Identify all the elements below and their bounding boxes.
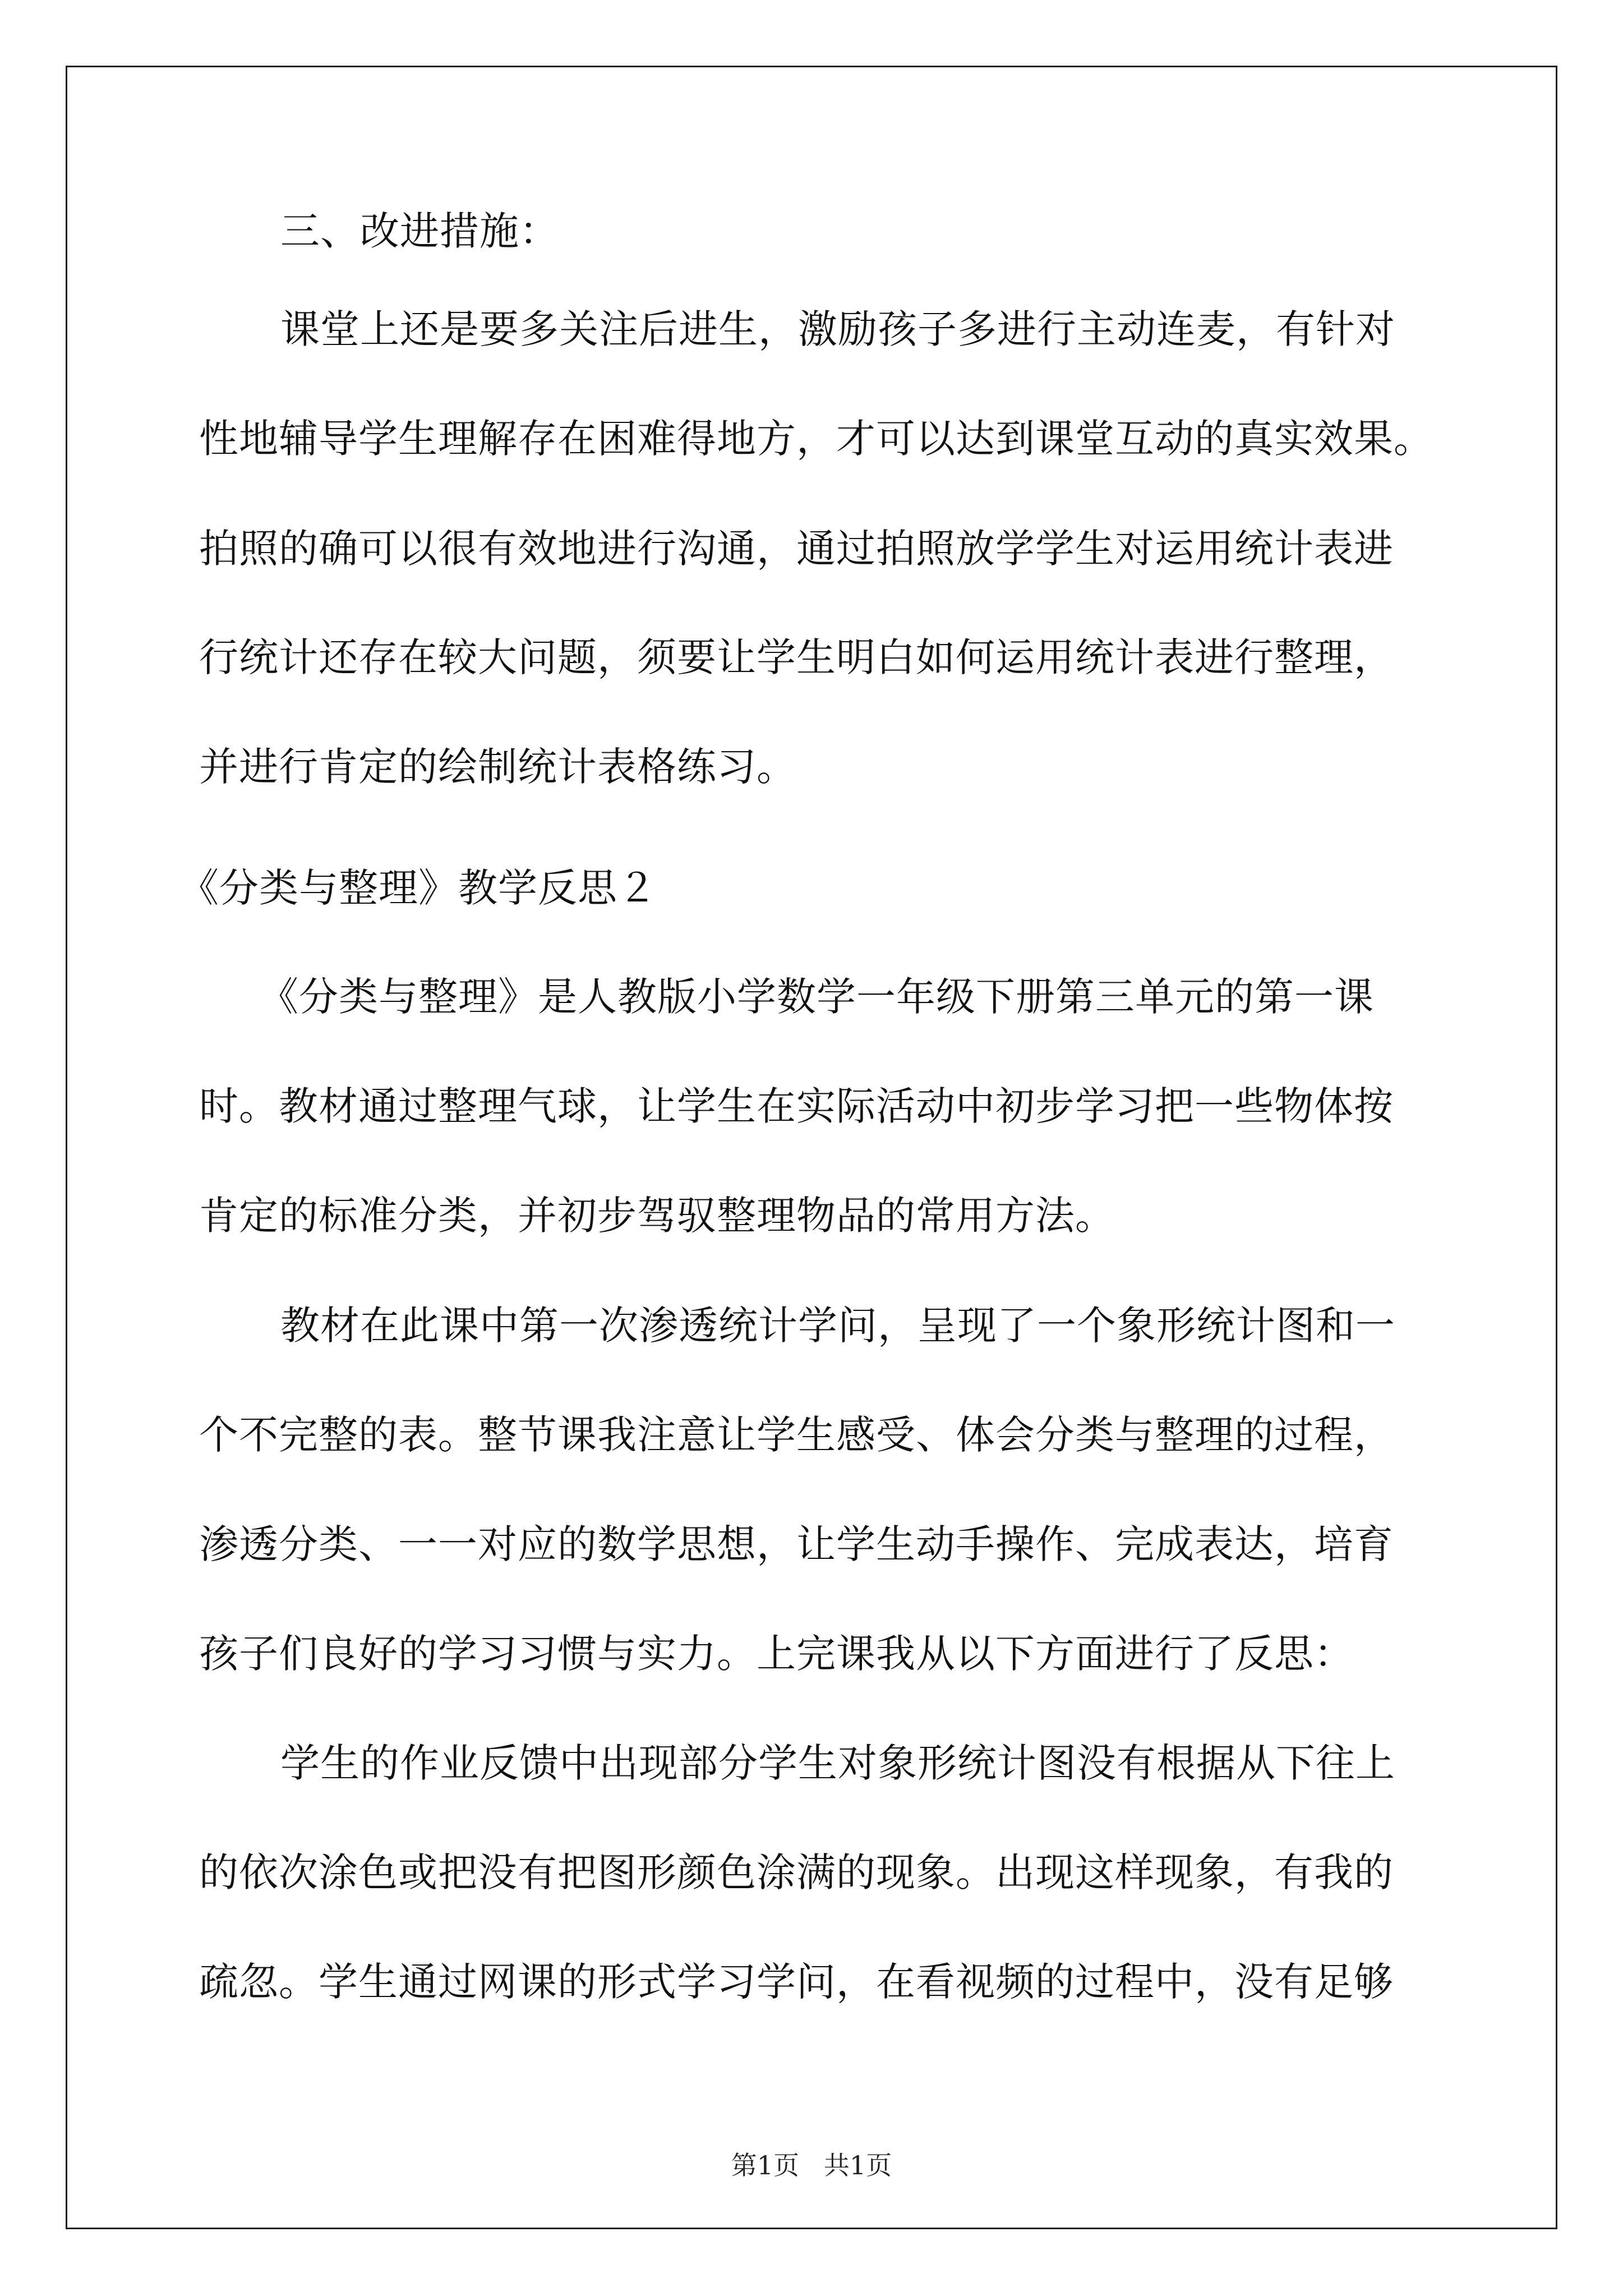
paragraph-line: 孩子们良好的学习习惯与实力。上完课我从以下方面进行了反思： — [199, 1631, 1354, 1677]
paragraph-line: 时。教材通过整理气球，让学生在实际活动中初步学习把一些物体按 — [199, 1083, 1394, 1129]
page-border — [66, 66, 1557, 2229]
paragraph-line: 行统计还存在较大问题，须要让学生明白如何运用统计表进行整理， — [199, 634, 1394, 680]
paragraph-line: 性地辅导学生理解存在困难得地方，才可以达到课堂互动的真实效果。 — [199, 416, 1433, 462]
paragraph-line: 个不完整的表。整节课我注意让学生感受、体会分类与整理的过程， — [199, 1412, 1394, 1458]
paragraph-line: 拍照的确可以很有效地进行沟通，通过拍照放学学生对运用统计表进 — [199, 526, 1394, 572]
page-footer: 第1页 共1页 — [731, 2150, 892, 2180]
heading-improvement-measures: 三、改进措施： — [280, 208, 559, 254]
paragraph-line: 课堂上还是要多关注后进生，激励孩子多进行主动连麦，有针对 — [280, 306, 1395, 352]
paragraph-line: 学生的作业反馈中出现部分学生对象形统计图没有根据从下往上 — [280, 1740, 1395, 1786]
paragraph-line: 并进行肯定的绘制统计表格练习。 — [199, 744, 796, 790]
paragraph-line: 肯定的标准分类，并初步驾驭整理物品的常用方法。 — [199, 1193, 1115, 1239]
paragraph-line: 教材在此课中第一次渗透统计学问，呈现了一个象形统计图和一 — [280, 1303, 1395, 1349]
paragraph-line: 疏忽。学生通过网课的形式学习学问，在看视频的过程中，没有足够 — [199, 1959, 1394, 2005]
paragraph-line: 《分类与整理》是人教版小学数学一年级下册第三单元的第一课 — [259, 974, 1374, 1020]
paragraph-line: 渗透分类、一一对应的数学思想，让学生动手操作、完成表达，培育 — [199, 1521, 1394, 1567]
section-title: 《分类与整理》教学反思２ — [179, 865, 657, 911]
paragraph-line: 的依次涂色或把没有把图形颜色涂满的现象。出现这样现象，有我的 — [199, 1849, 1394, 1895]
